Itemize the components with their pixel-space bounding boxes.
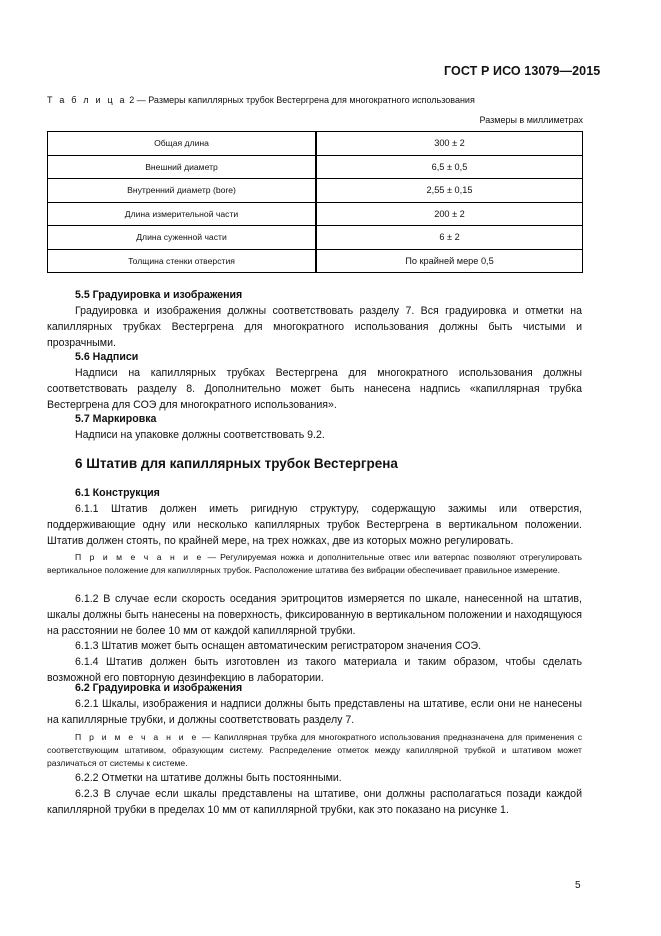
table-cell-value: 6,5 ± 0,5 (316, 155, 583, 179)
paragraph-6-1-4: 6.1.4 Штатив должен быть изготовлен из такого материала и таким образом, чтобы сделать возможной его повторную дезинфекцию в лаборатории. (47, 656, 582, 684)
section-5-7-heading: 5.7 Маркировка (75, 413, 157, 425)
table-cell-parameter: Длина суженной части (48, 226, 317, 250)
table-cell-parameter: Толщина стенки отверстия (48, 249, 317, 273)
section-6-heading: 6 Штатив для капиллярных трубок Вестергрена (75, 456, 398, 471)
table-cell-parameter: Длина измерительной части (48, 202, 317, 226)
paragraph-6-2-1: 6.2.1 Шкалы, изображения и надписи должны быть представлены на штативе, если они не нанесены на капиллярные трубки, и должны соответствовать разделу 7. (47, 698, 582, 726)
table-cell-value: 2,55 ± 0,15 (316, 179, 583, 203)
table-caption (47, 95, 475, 105)
table-caption-text: 2 — Размеры капиллярных трубок Вестергрена для многократного использования (126, 95, 475, 105)
note-text: — Капиллярная трубка для многократного использования предназначена для применения с соответствующим штативом, образующим систему. Распределение отметок между капиллярной трубкой и штативом может различаться от системы к системе. (47, 732, 582, 768)
dimensions-table (47, 131, 583, 273)
section-5-6-text: Надписи на капиллярных трубках Вестергрена для многократного использования должны соответствовать разделу 8. Дополнительно может быть нанесена надпись «капиллярная трубка Вестергрена для СОЭ для многократного использования». (47, 367, 582, 411)
table-row (48, 202, 583, 226)
table-row (48, 226, 583, 250)
table-cell-value: По крайней мере 0,5 (316, 249, 583, 273)
note-6-1 (47, 551, 582, 577)
paragraph-6-1-1: 6.1.1 Штатив должен иметь ригидную структуру, содержащую зажимы или отверстия, поддерживающие одну или несколько капиллярных трубок Вестергрена в вертикальном положении. Штатив должен стоять, по крайней мере, на трех ножках, две из которых можно регулировать. (47, 503, 582, 547)
section-5-5-text: Градуировка и изображения должны соответствовать разделу 7. Вся градуировка и отметки на капиллярных трубках Вестергрена для многократного использования должны быть чистыми и прозрачными. (47, 305, 582, 349)
section-5-5-heading: 5.5 Градуировка и изображения (75, 289, 243, 301)
section-5-6-heading: 5.6 Надписи (75, 351, 139, 363)
table-row (48, 155, 583, 179)
section-6-2-heading: 6.2 Градуировка и изображения (75, 682, 243, 694)
table-caption-label: Т а б л и ц а (47, 95, 127, 105)
page-number: 5 (575, 880, 581, 891)
paragraph-6-1-3: 6.1.3 Штатив может быть оснащен автоматическим регистратором значения СОЭ. (75, 640, 482, 652)
note-6-2 (47, 731, 582, 770)
table-cell-parameter: Общая длина (48, 132, 317, 156)
section-5-7-text: Надписи на упаковке должны соответствовать 9.2. (75, 429, 325, 441)
paragraph-6-2-2: 6.2.2 Отметки на штативе должны быть постоянными. (75, 772, 342, 784)
section-6-1-heading: 6.1 Конструкция (75, 487, 160, 499)
note-text: — Регулируемая ножка и дополнительные отвес или ватерпас позволяют отрегулировать вертикальное положение для капиллярных трубок. Расположение штатива без вибрации обеспечивает правильное измерение. (47, 552, 582, 575)
paragraph-6-1-2: 6.1.2 В случае если скорость оседания эритроцитов измеряется по шкале, нанесенной на штатив, шкалы должны быть нанесены на поверхность, фиксированную в вертикальном положении и находящуюся на расстоянии не более 10 мм от каждой капиллярной трубки. (47, 593, 582, 637)
table-cell-parameter: Внутренний диаметр (bore) (48, 179, 317, 203)
table-cell-value: 200 ± 2 (316, 202, 583, 226)
table-cell-value: 300 ± 2 (316, 132, 583, 156)
paragraph-6-2-3: 6.2.3 В случае если шкалы представлены на штативе, они должны располагаться позади каждой капиллярной трубки в пределах 10 мм от капиллярной трубки, как это показано на рисунке 1. (47, 788, 582, 816)
table-units: Размеры в миллиметрах (479, 115, 583, 125)
table-cell-value: 6 ± 2 (316, 226, 583, 250)
table-cell-parameter: Внешний диаметр (48, 155, 317, 179)
standard-code-header: ГОСТ Р ИСО 13079—2015 (444, 64, 601, 78)
note-label: П р и м е ч а н и е (75, 552, 204, 562)
table-row (48, 132, 583, 156)
table-row (48, 249, 583, 273)
note-label: П р и м е ч а н и е (75, 732, 199, 742)
table-row (48, 179, 583, 203)
